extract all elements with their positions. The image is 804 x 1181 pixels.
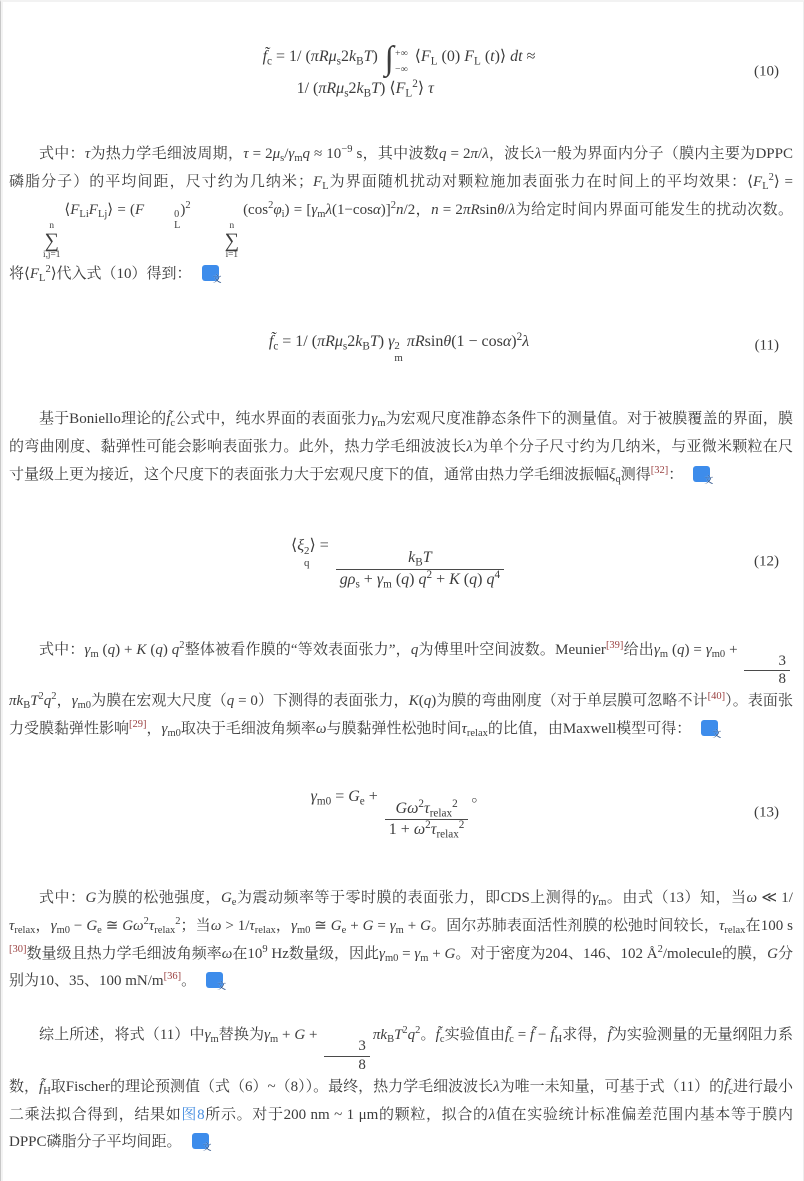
math-subscript: Lj [97, 208, 108, 220]
translate-icon-glyph: 文 [712, 729, 722, 740]
math-subscript: B [387, 1034, 395, 1046]
translate-icon-letter: A [726, 466, 735, 481]
math-var: λ [466, 438, 473, 455]
math-subscript: e [231, 897, 237, 909]
equation-number: (13) [754, 804, 779, 821]
equation-10 [3, 42, 795, 101]
math-var: ω [746, 890, 758, 907]
math-var: q [439, 146, 447, 163]
figure-link[interactable]: 图8 [181, 1106, 205, 1123]
math-var: τ [461, 721, 467, 738]
math-var: G [420, 917, 431, 934]
math-superscript: 2 [175, 916, 181, 928]
math-var: G [85, 890, 97, 907]
math-fraction: $G\omega^2\tau_{relax}^2$ $1 + \omega^2\tau_{relax}^2$ [385, 799, 469, 841]
math-var: πk [372, 1027, 388, 1044]
math-var: q [155, 641, 163, 658]
math-subscript: s [355, 578, 360, 591]
translate-icon-glyph: 文 [704, 474, 714, 485]
math-var: G [348, 787, 360, 805]
math-var: f̃ [268, 332, 274, 350]
math-var: F [395, 79, 406, 97]
translate-icon[interactable] [701, 720, 743, 740]
equation-formula: $\gamma_{m0} = G_e$ + $G\omega^2\tau_{relax}^2$ $1 + \omega^2\tau_{relax}^2$ 。 [310, 787, 488, 841]
paragraph-4: 式中：G为膜的松弛强度，$G_e$为震动频率等于零时膜的表面张力，即CDS上测得的$\gamma_m$。由式（13）知，当ω ≪ $1/\tau_{relax}$，$\gamma_{m0} - G_e$ ≅ $G\omega^2\tau_{relax}^2$；当$\omega > 1/\tau_{relax}$，$\gamma_{m0}$ ≅ $G_e + G = \gamma_m + G$。固尔苏肺表面活性剂膜的松弛时间较长，$\tau_{relax}$在100 s [30]数量级且热力学毛细波角频率ω在$10^9$ Hz数量级，因此$\gamma_{m0} = \gamma_m + G$。对于密度为204、146、102 $Å^2$/molecule的膜，G分别为10、35、100 mN/m[36]。 A 文 [9, 890, 793, 992]
equation-11 [3, 329, 795, 365]
math-var: f̃ [724, 1078, 729, 1095]
math-subscript: i [281, 208, 285, 220]
math-var: τ [423, 799, 430, 817]
math-var: f̃ [530, 1027, 535, 1044]
math-var: q [423, 693, 432, 710]
translate-icon[interactable] [206, 972, 248, 992]
math-subscript: e [359, 795, 365, 808]
math-var: t [490, 48, 495, 65]
math-var: λ [493, 1078, 500, 1095]
math-subscript: c [267, 55, 272, 68]
math-subscript: Li [79, 208, 89, 220]
math-superscript: 4 [494, 568, 501, 581]
math-var: γ [71, 693, 78, 710]
math-var: G [362, 917, 374, 934]
math-sum-operator: n ∑ i,j=1 [43, 220, 61, 261]
math-var: ω [413, 821, 426, 839]
math-superscript: 2 [185, 199, 191, 211]
math-var: T [422, 549, 432, 567]
math-var: k [408, 549, 416, 567]
math-var: G [220, 890, 232, 907]
translate-icon-letter: A [239, 973, 248, 988]
math-superscript: 2 [415, 1025, 421, 1037]
math-subscript: m [377, 418, 386, 430]
math-var: f̃ [39, 1078, 44, 1095]
translate-icon[interactable] [192, 1133, 234, 1153]
math-subscript: relax [724, 925, 746, 937]
translate-icon-glyph: 文 [212, 273, 222, 284]
math-var: πR [462, 201, 480, 218]
math-var: q [302, 146, 311, 163]
math-superscript: 9 [262, 943, 268, 955]
paragraph-1: 式中：τ为热力学毛细波周期，$\tau = 2\mu_s/\gamma_mq \approx 10^{-9}$ s，其中波数q = 2π/λ，波长λ一般为界面内分子（膜内主要为DPPC磷脂分子）的平均间距，尺寸约为几纳米；$F_L$为界面随机扰动对颗粒施加表面张力在时间上的平均效果：$⟨F_L^2⟩$ = n ∑ i,j=1 $⟨F_{Li}F_{Lj}⟩ = (F$ 0 L )$^2$ n ∑ i=1 $(\cos^2\varphi_i) = [\gamma_m\lambda(1-\cos\alpha)]^2n/2$，n = 2πRsinθ/λ为给定时间内界面可能发生的扰动次数。将$⟨F_L^2⟩$代入式（10）得到： A 文 [9, 144, 794, 284]
translate-icon-letter: A [224, 1134, 234, 1149]
math-var: γ [204, 1027, 211, 1044]
math-superscript: −9 [341, 144, 353, 156]
math-subscript: m [395, 925, 404, 937]
translate-icon-letter: A [734, 721, 743, 736]
math-subscript: H [554, 1034, 563, 1046]
math-var: τ [84, 146, 91, 163]
math-supsub-stack: 2 q [304, 545, 310, 569]
math-subscript: q [615, 473, 621, 485]
math-subscript: s [336, 55, 341, 68]
math-subscript: c [728, 1086, 733, 1098]
math-subscript: m0 [711, 648, 726, 660]
math-superscript: 2 [51, 691, 57, 703]
math-var: π [470, 146, 479, 163]
math-subscript: B [363, 86, 372, 99]
math-var: γ [389, 917, 396, 934]
math-var: q [410, 641, 419, 658]
math-var: τ [719, 917, 725, 934]
math-superscript: 2 [390, 199, 397, 211]
math-subscript: m [294, 153, 303, 165]
translate-icon-glyph: 文 [217, 981, 227, 992]
math-var: γ [388, 332, 395, 350]
math-subscript: c [273, 339, 279, 352]
math-superscript: 2 [516, 330, 523, 343]
math-supsub-stack: 2 m [394, 340, 403, 364]
math-var: λ [482, 146, 489, 163]
math-var: F [753, 173, 763, 190]
math-superscript: 2 [418, 797, 424, 810]
math-superscript: 2 [425, 819, 431, 832]
math-var: f̃ [550, 1027, 555, 1044]
math-subscript: m0 [77, 700, 92, 712]
math-subscript: m0 [56, 925, 71, 937]
math-subscript: m [90, 648, 99, 660]
math-subscript: L [405, 86, 413, 99]
math-var: γ [414, 945, 421, 962]
math-subscript: relax [14, 925, 36, 937]
math-subscript: relax [436, 829, 459, 841]
math-var: γ [161, 721, 168, 738]
math-var: γ [291, 917, 297, 934]
math-var: πRμ [318, 79, 345, 97]
math-var: T [30, 693, 39, 710]
translate-icon[interactable] [693, 466, 735, 485]
math-var: n [431, 201, 439, 218]
math-var: πk [9, 693, 24, 710]
math-subscript: s [344, 86, 349, 99]
math-subscript: L [322, 181, 329, 193]
math-superscript: 2 [143, 916, 149, 928]
math-subscript: L [39, 272, 46, 284]
math-var: λ [325, 201, 332, 218]
equation-number: (12) [754, 553, 779, 570]
math-subscript: m [383, 578, 392, 591]
math-var: k [355, 332, 363, 350]
math-var: γ [592, 890, 599, 907]
translate-icon-glyph: 文 [202, 1142, 212, 1153]
math-var: q [107, 641, 116, 658]
math-subscript: L [430, 55, 438, 68]
math-superscript: 2 [45, 264, 51, 276]
math-var: τ [9, 917, 15, 934]
math-var: πRμ [310, 48, 337, 65]
math-var: λ [508, 201, 516, 218]
math-var: q [171, 641, 180, 658]
math-subscript: L [762, 181, 769, 193]
math-subscript: relax [154, 925, 176, 937]
math-superscript: 2 [426, 568, 433, 581]
math-superscript: 2 [38, 691, 44, 703]
math-var: K [136, 641, 147, 658]
math-fraction: $k_BT$ $g\rho_s + \gamma_m$ (q) $q^2 + K$ (q) $q^4$ [336, 549, 504, 590]
math-subscript: m0 [296, 925, 311, 937]
math-var: f̃ [262, 48, 268, 65]
math-var: F [464, 48, 474, 65]
math-superscript: 2 [657, 943, 663, 955]
math-subscript: L [473, 55, 481, 68]
math-var: G [330, 917, 342, 934]
math-var: Gω [122, 917, 144, 934]
math-var: G [767, 945, 778, 962]
paragraph-3: 式中：$\gamma_m$ (q) + K (q) $q^2$整体被看作膜的“等效表面张力”，q为傅里叶空间波数。Meunier[39]给出$\gamma_m$ $(q) = \gamma_{m0}$ + $\frac{3}{8}$ $\pi k_BT^2q^2$，$\gamma_{m0}$为膜在宏观大尺度（q = 0）下测得的表面张力，K(q)为膜的弯曲刚度（对于单层膜可忽略不计[40]）。表面张力受膜黏弹性影响[29]，$\gamma_{m0}$取决于毛细波角频率ω与膜黏弹性松弛时间$\tau_{relax}$的比值，由Maxwell模型可得： A 文 [9, 639, 793, 740]
math-var: q [418, 571, 427, 589]
math-var: ω [210, 917, 222, 934]
math-var: ξ [297, 537, 305, 555]
equation-number: (10) [754, 63, 779, 80]
math-superscript: 2 [412, 77, 418, 90]
math-subscript: relax [466, 728, 488, 740]
math-var: q [407, 1027, 416, 1044]
math-subscript: H [43, 1086, 51, 1098]
math-fraction: $\frac{3}{8}$ [324, 1038, 370, 1074]
math-var: τ [148, 917, 155, 934]
math-fraction: $\frac{3}{8}$ [744, 653, 790, 689]
math-var: λ [522, 332, 530, 350]
math-var: f̃ [166, 411, 171, 428]
math-var: τ [249, 917, 255, 934]
math-var: gρ [339, 571, 356, 589]
math-subscript: B [415, 556, 423, 569]
math-subscript: m0 [384, 952, 399, 964]
math-var: K [408, 693, 419, 710]
math-var: K [449, 571, 460, 589]
math-var: q [486, 571, 495, 589]
math-subscript: e [97, 925, 102, 937]
math-var: F [88, 201, 98, 218]
math-var: γ [264, 1027, 271, 1044]
math-var: T [369, 332, 379, 350]
citation-ref[interactable]: [30] [9, 943, 27, 955]
math-var: q [401, 571, 410, 589]
math-subscript: m0 [167, 728, 181, 740]
math-subscript: relax [254, 925, 276, 937]
math-subscript: m0 [316, 795, 332, 808]
math-var: τ [243, 146, 249, 163]
math-subscript: m [270, 1034, 279, 1046]
math-var: φ [273, 201, 282, 218]
math-subscript: relax [429, 807, 453, 820]
math-var: γ [288, 146, 295, 163]
math-var: γ [705, 641, 712, 658]
math-subscript: c [439, 1034, 445, 1046]
math-superscript: 2 [458, 819, 465, 832]
citation-ref[interactable]: [40] [707, 691, 726, 703]
equation-number: (11) [754, 337, 779, 354]
math-var: k [348, 48, 357, 65]
math-var: q [469, 571, 478, 589]
math-var: γ [310, 787, 317, 805]
math-var: G [86, 917, 98, 934]
math-subscript: s [342, 339, 348, 352]
equation-formula: $f̃_c = 1/$ $(\pi R\mu_s2k_BT)$ ∫ +∞ −∞ $⟨F_L$ (0) $F_L$ (t)⟩ dt ≈ 1/ $(\pi R\mu_s2k_BT)$ $⟨F_L^2⟩$ τ [262, 40, 536, 99]
math-var: T [371, 79, 381, 97]
math-var: γ [311, 201, 318, 218]
math-var: T [363, 48, 373, 65]
math-sum-operator: n ∑ i=1 [224, 220, 240, 261]
citation-ref[interactable]: [32] [650, 464, 669, 476]
math-integral: ∫ +∞ −∞ [384, 40, 408, 77]
math-var: f̃ [505, 1027, 510, 1044]
math-var: T [394, 1027, 403, 1044]
math-var: f̃ [607, 1027, 612, 1044]
math-subscript: m [420, 952, 429, 964]
math-var: Gω [395, 799, 419, 817]
math-var: τ [428, 79, 434, 97]
math-var: πRμ [317, 332, 343, 350]
math-var: γ [371, 411, 378, 428]
math-var: γ [84, 641, 91, 658]
math-superscript: 2 [268, 199, 274, 211]
math-var: γ [50, 917, 57, 934]
equation-13 [3, 784, 795, 841]
math-var: dt [510, 48, 523, 65]
math-var: G [294, 1027, 306, 1044]
math-subscript: s [280, 153, 285, 165]
math-var: θ [497, 201, 505, 218]
math-var: τ [430, 821, 437, 839]
math-var: F [29, 265, 40, 282]
math-subscript: c [170, 418, 176, 430]
math-var: γ [653, 641, 660, 658]
math-superscript: 2 [452, 797, 458, 810]
math-var: α [502, 332, 512, 350]
math-var: γ [379, 945, 385, 962]
equation-formula: ⟨ξ 2 q ⟩ = $k_BT$ $g\rho_s + \gamma_m$ (q) $q^2 + K$ (q) $q^4$ [291, 533, 507, 590]
math-var: q [43, 693, 52, 710]
paragraph-2: 基于Boniello理论的$f̃_c$公式中，纯水界面的表面张力$\gamma_m$为宏观尺度准静态条件下的测量值。对于被膜覆盖的界面，膜的弯曲刚度、黏弹性可能会影响表面张力。此外，热力学毛细波波长λ为单个分子尺寸约为几纳米，与亚微米颗粒在尺寸量级上更为接近，这个尺度下的表面张力大于宏观尺度下的值，通常由热力学毛细波振幅$\xi_q$测得[32]： A 文 [9, 411, 793, 485]
equation-12 [3, 533, 795, 590]
math-var: F [134, 201, 145, 218]
paragraph-5: 综上所述，将式（11）中$\gamma_m$替换为$\gamma_m + G$ + $\frac{3}{8}$ $\pi k_BT^2q^2$。$f̃_c$实验值由$f̃_c$ = f̃ − $f̃_H$求得，f̃为实验测量的无量纲阻力系数，$f̃_H$取Fischer的理论预测值（式（6）~（8））。最终，热力学毛细波波长λ为唯一未知量，可基于式（11）的$f̃_c$进行最小二乘法拟合得到，结果如图8所示。对于200 nm ~ 1 μm的颗粒，拟合的λ值在实验统计标准偏差范围内基本等于膜内DPPC磷脂分子平均间距。 A 文 [9, 1025, 793, 1153]
math-var: πR [406, 332, 425, 350]
math-var: k [356, 79, 364, 97]
math-subscript: m [598, 897, 607, 909]
math-var: G [444, 945, 456, 962]
math-subscript: e [341, 925, 347, 937]
math-superscript: 2 [402, 1025, 408, 1037]
math-var: ω [315, 721, 327, 738]
math-subscript: B [23, 700, 31, 712]
math-var: α [372, 201, 381, 218]
math-subscript: m [317, 208, 326, 220]
math-var: λ [488, 1106, 496, 1123]
math-var: q [226, 693, 235, 710]
math-var: q [677, 641, 685, 658]
math-var: ω [221, 945, 233, 962]
math-subscript: B [356, 55, 364, 68]
math-subscript: m [659, 648, 669, 660]
translate-icon-letter: A [234, 265, 244, 280]
math-var: n [396, 201, 404, 218]
math-var: F [70, 201, 80, 218]
math-superscript: 2 [768, 172, 774, 184]
citation-ref[interactable]: [39] [605, 639, 624, 651]
math-var: ξ [609, 466, 616, 483]
math-var: θ [443, 332, 452, 350]
math-var: γ [376, 571, 384, 589]
citation-ref[interactable]: [36] [163, 971, 182, 983]
math-subscript: B [362, 339, 370, 352]
math-supsub-stack: 0 L [174, 209, 181, 231]
equation-formula: $f̃_c = 1/$ $(\pi R\mu_s2k_BT)$ γ 2 m $\pi Rsin\theta(1 - \cos\alpha)^2\lambda$ [268, 330, 530, 364]
math-var: F [420, 48, 431, 65]
math-var: F [313, 173, 323, 190]
translate-icon[interactable] [202, 265, 244, 284]
math-var: μ [272, 146, 281, 163]
math-var: λ [534, 146, 542, 163]
citation-ref[interactable]: [29] [129, 719, 147, 731]
math-subscript: c [509, 1034, 514, 1046]
math-subscript: m [210, 1034, 219, 1046]
math-superscript: 2 [179, 639, 185, 651]
math-var: f̃ [435, 1027, 440, 1044]
